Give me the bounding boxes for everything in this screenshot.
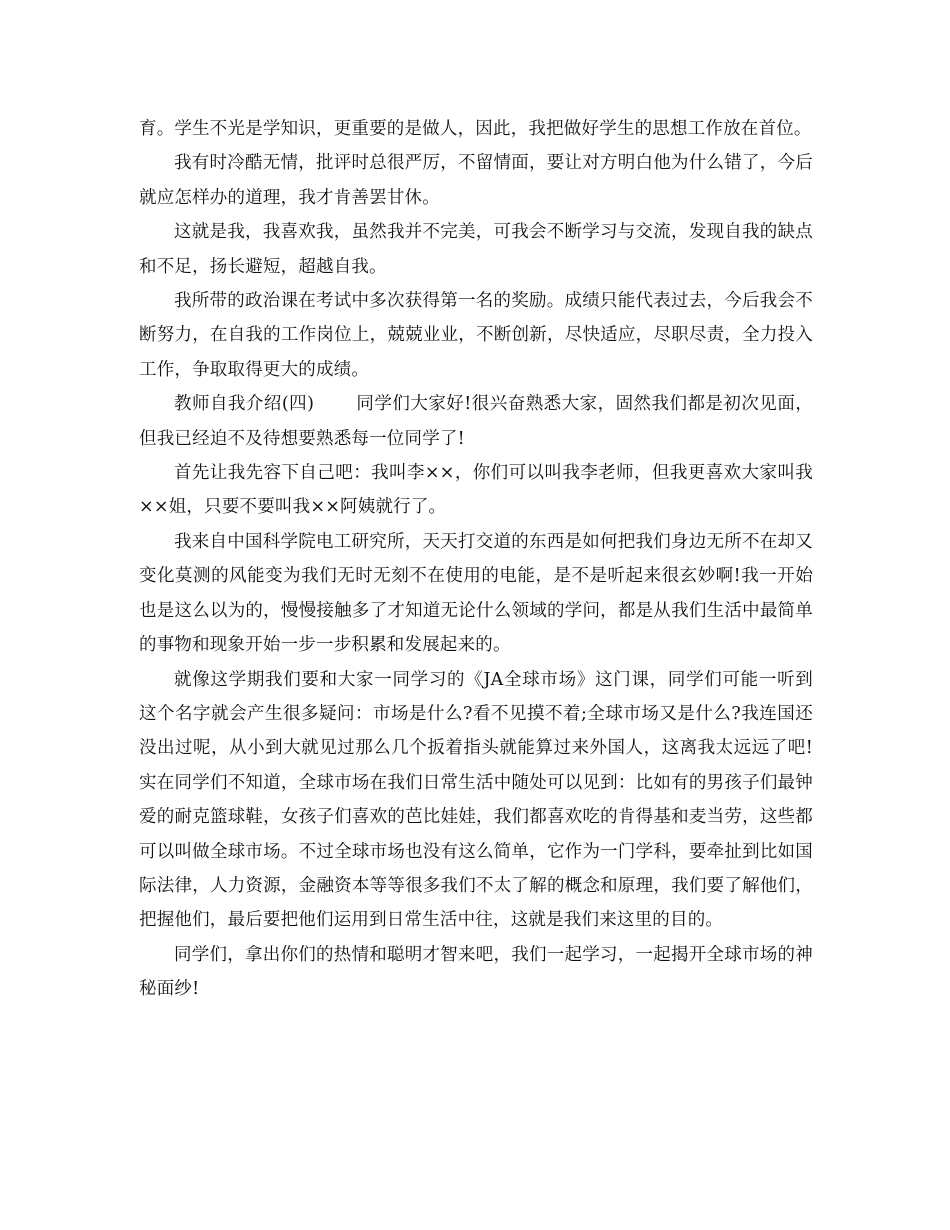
paragraph: 这就是我，我喜欢我，虽然我并不完美，可我会不断学习与交流，发现自我的缺点和不足，扬长避短，超越自我。 xyxy=(139,222,813,277)
document-body xyxy=(139,112,813,1007)
paragraph-with-heading xyxy=(139,387,813,456)
paragraph: 育。学生不光是学知识，更重要的是做人，因此，我把做好学生的思想工作放在首位。 xyxy=(139,119,812,139)
paragraph-text: 同学们大家好!很兴奋熟悉大家，固然我们都是初次见面，但我已经迫不及待想要熟悉每一位同学了! xyxy=(139,394,813,449)
paragraph: 我有时冷酷无情，批评时总很严厉，不留情面，要让对方明白他为什么错了，今后就应怎样办的道理，我才肯善罢甘休。 xyxy=(139,153,813,208)
paragraph: 我来自中国科学院电工研究所，天天打交道的东西是如何把我们身边无所不在却又变化莫测的风能变为我们无时无刻不在使用的电能，是不是听起来很玄妙啊!我一开始也是这么以为的，慢慢接触多了才知道无论什么领域的学问，都是从我们生活中最简单的事物和现象开始一步一步积累和发展起来的。 xyxy=(139,531,813,656)
section-heading: 教师自我介绍(四) xyxy=(174,394,315,415)
paragraph: 我所带的政治课在考试中多次获得第一名的奖励。成绩只能代表过去，今后我会不断努力，在自我的工作岗位上，兢兢业业，不断创新，尽快适应，尽职尽责，全力投入工作，争取取得更大的成绩。 xyxy=(139,291,813,380)
paragraph: 首先让我先容下自己吧：我叫李××，你们可以叫我李老师，但我更喜欢大家叫我××姐，只要不要叫我××阿姨就行了。 xyxy=(139,463,813,518)
paragraph: 同学们，拿出你们的热情和聪明才智来吧，我们一起学习，一起揭开全球市场的神秘面纱! xyxy=(139,944,813,1000)
paragraph: 就像这学期我们要和大家一同学习的《JA全球市场》这门课，同学们可能一听到这个名字就会产生很多疑问：市场是什么?看不见摸不着;全球市场又是什么?我连国还没出过呢，从小到大就见过那么几个扳着指头就能算过来外国人，这离我太远远了吧!实在同学们不知道，全球市场在我们日常生活中随处可以见到：比如有的男孩子们最钟爱的耐克篮球鞋，女孩子们喜欢的芭比娃娃，我们都喜欢吃的肯得基和麦当劳，这些都可以叫做全球市场。不过全球市场也没有这么简单，它作为一门学科，要牵扯到比如国际法律，人力资源，金融资本等等很多我们不太了解的概念和原理，我们要了解他们，把握他们，最后要把他们运用到日常生活中往，这就是我们来这里的目的。 xyxy=(139,669,813,931)
